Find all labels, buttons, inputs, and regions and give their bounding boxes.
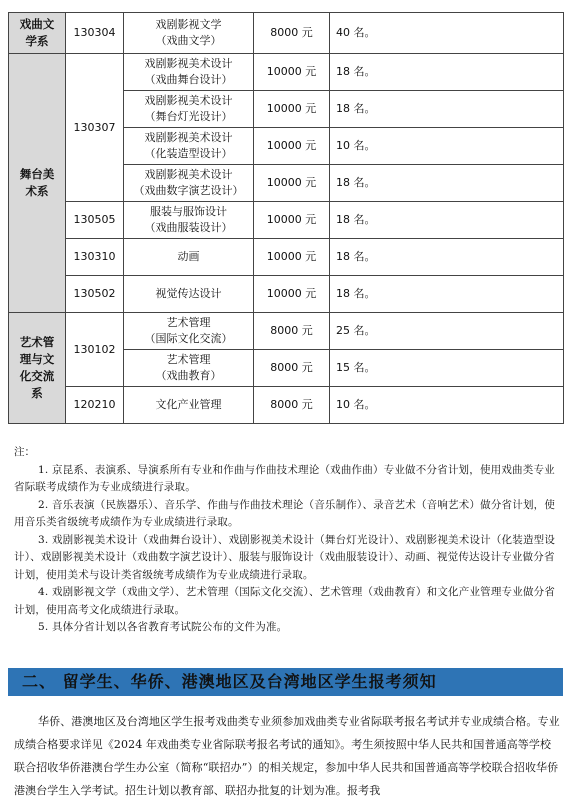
note-item: 1. 京昆系、表演系、导演系所有专业和作曲与作曲技术理论（戏曲作曲）专业做不分省计划，使用戏曲类专业省际联考成绩作为专业成绩进行录取。 bbox=[14, 463, 555, 493]
note-item: 2. 音乐表演（民族器乐）、音乐学、作曲与作曲技术理论（音乐制作）、录音艺术（音响艺术）做分省计划，使用音乐类省级统考成绩作为专业成绩进行录取。 bbox=[14, 498, 556, 528]
notes-section bbox=[14, 444, 562, 637]
major-name: 戏剧影视美术设计 bbox=[144, 168, 233, 181]
major-name-cell bbox=[124, 313, 254, 350]
table-row bbox=[9, 202, 564, 239]
major-code-cell: 130102 bbox=[66, 313, 124, 387]
department-name-line: 学系 bbox=[25, 34, 49, 48]
major-direction: （国际文化交流） bbox=[144, 332, 233, 345]
quota-cell: 18 名。 bbox=[330, 239, 564, 276]
department-name-line: 艺术管 bbox=[19, 335, 55, 349]
major-name-cell bbox=[124, 13, 254, 54]
quota-cell: 10 名。 bbox=[330, 387, 564, 424]
tuition-cell: 10000 元 bbox=[254, 202, 330, 239]
major-name: 戏剧影视美术设计 bbox=[144, 94, 233, 107]
major-direction: （化装造型设计） bbox=[144, 147, 233, 160]
quota-cell: 18 名。 bbox=[330, 276, 564, 313]
tuition-cell: 8000 元 bbox=[254, 387, 330, 424]
major-name: 戏剧影视美术设计 bbox=[144, 131, 233, 144]
table-row bbox=[9, 239, 564, 276]
quota-cell: 15 名。 bbox=[330, 350, 564, 387]
major-direction: （戏曲教育） bbox=[155, 369, 222, 382]
major-name-cell bbox=[124, 165, 254, 202]
note-item: 4. 戏剧影视文学（戏曲文学）、艺术管理（国际文化交流）、艺术管理（戏曲教育）和文化产业管理专业做分省计划，使用高考文化成绩进行录取。 bbox=[14, 586, 556, 616]
major-code-cell: 130307 bbox=[66, 54, 124, 202]
major-name: 戏剧影视美术设计 bbox=[144, 57, 233, 70]
department-name-line: 化交流 bbox=[19, 369, 55, 383]
table-row bbox=[9, 54, 564, 91]
section-paragraph: 华侨、港澳地区及台湾地区学生报考戏曲类专业须参加戏曲类专业省际联考报名考试并专业成绩合格。专业成绩合格要求详见《2024 年戏曲类专业省际联考报名考试的通知》。考生须按照中华人民共和国普通高等学校联合招收华侨港澳台学生办公室（简称“联招办”）的相关规定，参加中华人民共和国普通高等学校联合招收华侨港澳台学生入学考试。招生计划以教育部、联招办批复的计划为准。报考我 bbox=[14, 715, 560, 797]
section-heading-banner: 二、 留学生、华侨、港澳地区及台湾地区学生报考须知 bbox=[8, 668, 563, 696]
quota-cell: 10 名。 bbox=[330, 128, 564, 165]
quota-cell: 18 名。 bbox=[330, 54, 564, 91]
quota-cell: 18 名。 bbox=[330, 91, 564, 128]
major-name: 艺术管理 bbox=[166, 316, 211, 329]
table-row bbox=[9, 13, 564, 54]
major-code-cell: 130310 bbox=[66, 239, 124, 276]
major-name-cell bbox=[124, 202, 254, 239]
tuition-cell: 10000 元 bbox=[254, 165, 330, 202]
notes-heading: 注： bbox=[14, 446, 35, 458]
major-name-cell bbox=[124, 54, 254, 91]
quota-cell: 18 名。 bbox=[330, 202, 564, 239]
department-cell bbox=[9, 13, 66, 54]
major-code-cell: 120210 bbox=[66, 387, 124, 424]
quota-cell: 40 名。 bbox=[330, 13, 564, 54]
major-name: 戏剧影视文学 bbox=[155, 18, 222, 31]
table-row bbox=[9, 276, 564, 313]
major-code-cell: 130304 bbox=[66, 13, 124, 54]
major-name-cell bbox=[124, 128, 254, 165]
major-name: 艺术管理 bbox=[166, 353, 211, 366]
quota-cell: 18 名。 bbox=[330, 165, 564, 202]
note-item: 5. 具体分省计划以各省教育考试院公布的文件为准。 bbox=[38, 621, 288, 633]
tuition-cell: 10000 元 bbox=[254, 128, 330, 165]
tuition-cell: 10000 元 bbox=[254, 54, 330, 91]
enrollment-plan-table bbox=[8, 12, 564, 424]
department-name-line: 戏曲文 bbox=[19, 17, 55, 31]
major-direction: （戏曲文学） bbox=[155, 34, 222, 47]
major-direction: （戏曲服装设计） bbox=[144, 221, 233, 234]
table-row bbox=[9, 313, 564, 350]
major-direction: （戏曲舞台设计） bbox=[144, 73, 233, 86]
department-name-line: 术系 bbox=[25, 184, 49, 198]
major-direction: （戏曲数字演艺设计） bbox=[133, 184, 244, 197]
tuition-cell: 10000 元 bbox=[254, 91, 330, 128]
department-cell bbox=[9, 54, 66, 313]
tuition-cell: 8000 元 bbox=[254, 13, 330, 54]
table-row bbox=[9, 387, 564, 424]
major-direction: （舞台灯光设计） bbox=[144, 110, 233, 123]
tuition-cell: 8000 元 bbox=[254, 350, 330, 387]
note-item: 3. 戏剧影视美术设计（戏曲舞台设计）、戏剧影视美术设计（舞台灯光设计）、戏剧影视美术设计（化装造型设计）、戏剧影视美术设计（戏曲数字演艺设计）、服装与服饰设计（戏曲服装设计）、动画、视觉传达设计专业做分省计划，使用美术与设计类省级统考成绩作为专业成绩进行录取。 bbox=[14, 533, 556, 581]
department-cell bbox=[9, 313, 66, 424]
major-name-cell bbox=[124, 91, 254, 128]
department-name-line: 系 bbox=[31, 386, 43, 400]
major-name-cell: 文化产业管理 bbox=[124, 387, 254, 424]
quota-cell: 25 名。 bbox=[330, 313, 564, 350]
tuition-cell: 10000 元 bbox=[254, 276, 330, 313]
major-code-cell: 130502 bbox=[66, 276, 124, 313]
major-name: 服装与服饰设计 bbox=[150, 205, 227, 218]
section-paragraph-block bbox=[14, 710, 562, 802]
tuition-cell: 10000 元 bbox=[254, 239, 330, 276]
department-name-line: 舞台美 bbox=[19, 167, 55, 181]
major-name-cell: 动画 bbox=[124, 239, 254, 276]
tuition-cell: 8000 元 bbox=[254, 313, 330, 350]
department-name-line: 理与文 bbox=[19, 352, 55, 366]
major-code-cell: 130505 bbox=[66, 202, 124, 239]
major-name-cell: 视觉传达设计 bbox=[124, 276, 254, 313]
major-name-cell bbox=[124, 350, 254, 387]
